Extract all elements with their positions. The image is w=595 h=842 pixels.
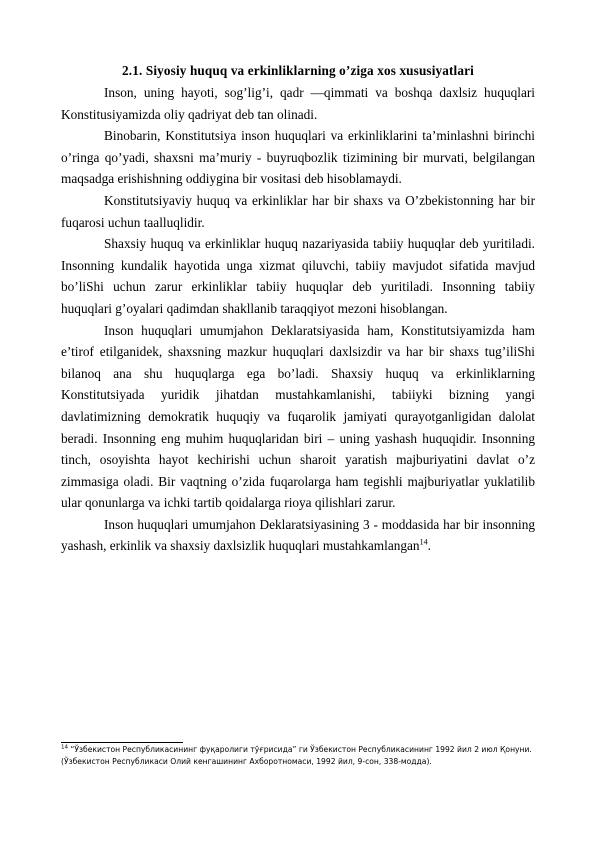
footnote-number: 14 <box>61 744 68 751</box>
paragraph-with-footnote <box>61 514 535 557</box>
paragraph: Inson, uning hayoti, sog’lig’i, qadr —qimmati va boshqa daxlsiz huquqlari Konstitusiyamizda oliy qadriyat deb tan olinadi. <box>61 85 535 122</box>
section-heading: 2.1. Siyosiy huquq va erkinliklarning o’ziga xos xususiyatlari <box>122 63 474 78</box>
paragraph-text: Inson huquqlari umumjahon Deklaratsiyasining 3 - moddasida har bir insonning yashash, erkinlik va shaxsiy daxlsizlik huquqlari mustahkamlangan <box>61 516 535 554</box>
footnote-text: “Ўзбекистон Республикасининг фуқаролиги тўғрисида” ги Ўзбекистон Республикасининг 1992 йил 2 июл Қонуни. (Ўзбекистон Республикаси Олий кенгашининг Ахборотномаси, 1992 йил, 9-сон, 338-модда). <box>61 745 532 766</box>
footnote-reference[interactable]: 14 <box>419 538 428 548</box>
footnote-separator <box>61 742 183 743</box>
paragraph: Inson huquqlari umumjahon Deklaratsiyasida ham, Konstitutsiyamizda ham e’tirof etilganidek, shaxsning mazkur huquqlari daxlsizdir va har bir shaxs tug’iliShi bilanoq ana shu huquqlarga ega bo’ladi. Shaxsiy huquq va erkinliklarning Konstitutsiyada yuridik jihatdan mustahkamlanishi, tabiiyki bizning yangi davlatimizning demokratik huquqiy va fuqarolik jamiyati qurayotganligidan dalolat beradi. Insonning eng muhim huquqlaridan biri – uning yashash huquqidir. Insonning tinch, osoyishta hayot kechirishi uchun sharoit yaratish majburiyatini davlat o’z zimmasiga oladi. Bir vaqtning o’zida fuqarolarga ham tegishli majburiyatlar yuklatilib ular qonunlarga va ichki tartib qoidalarga rioya qilishlari zarur. <box>61 322 535 511</box>
paragraph: Konstitutsiyaviy huquq va erkinliklar har bir shaxs va O’zbekistonning har bir fuqarosi uchun taalluqlidir. <box>61 192 535 230</box>
footnote <box>61 744 535 767</box>
paragraph: Shaxsiy huquq va erkinliklar huquq nazariyasida tabiiy huquqlar deb yuritiladi. Insonning kundalik hayotida unga xizmat qiluvchi, tabiiy mavjudot sifatida mavjud bo’liShi uchun zarur erkinliklar tabiiy huquqlar deb yuritiladi. Insonning tabiiy huquqlari g’oyalari qadimdan shakllanib taraqqiyot mezoni hisoblangan. <box>61 236 535 316</box>
paragraph: Binobarin, Konstitutsiya inson huquqlari va erkinliklarini ta’minlashni birinchi o’ringa qo’yadi, shaxsni ma’muriy - buyruqbozlik tizimining bir murvati, belgilangan maqsadga erishishning oddiygina bir vositasi deb hisoblamaydi. <box>61 128 535 187</box>
page-body <box>61 62 535 557</box>
paragraph-end-punct: . <box>427 538 431 554</box>
